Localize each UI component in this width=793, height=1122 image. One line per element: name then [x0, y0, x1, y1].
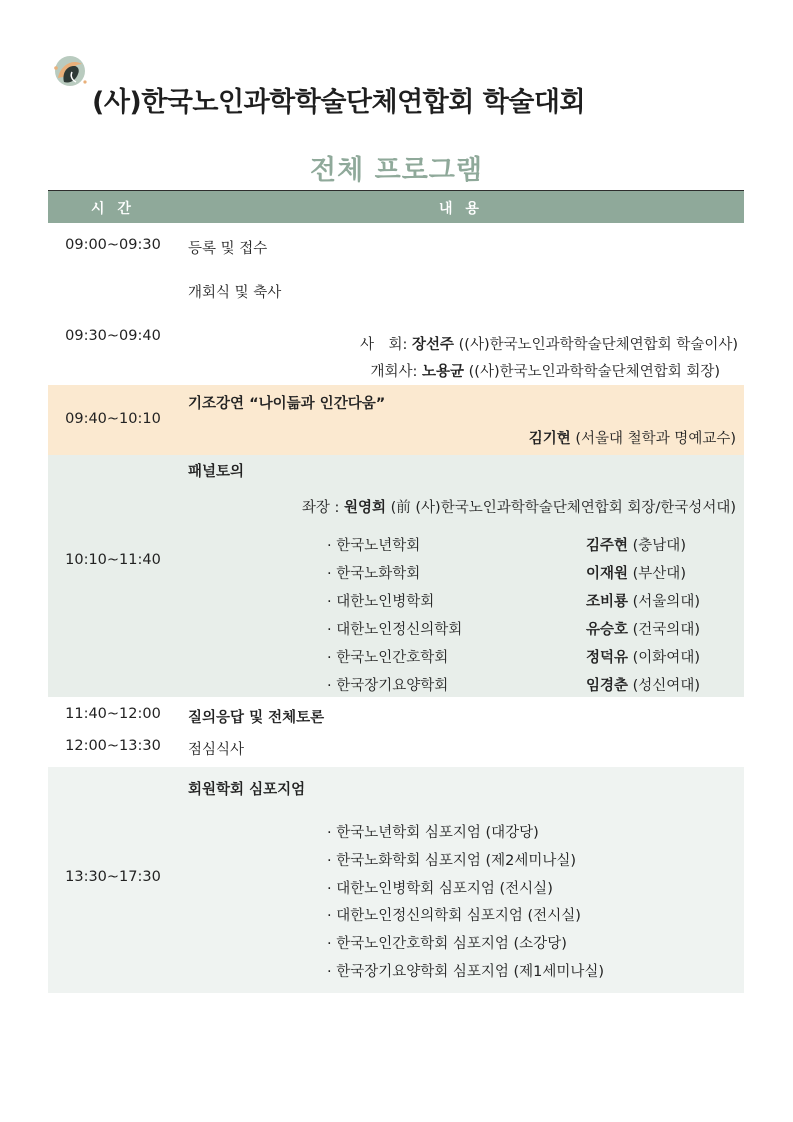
time-cell: 09:40~10:10	[65, 411, 161, 427]
panel-member	[586, 646, 700, 667]
table-row-registration	[48, 223, 744, 263]
member-name: 정덕유	[586, 650, 629, 666]
mc-affiliation: ((사)한국노인과학학술단체연합회 학술이사)	[458, 337, 738, 353]
table-row-symposium	[48, 767, 744, 993]
table-row-lunch	[48, 731, 744, 767]
member-affiliation: (건국의대)	[632, 622, 700, 638]
time-cell: 13:30~17:30	[65, 869, 161, 885]
session-title: 등록 및 접수	[188, 241, 268, 257]
panel-member	[586, 562, 686, 583]
symposium-item: · 한국노인간호학회 심포지엄 (소강당)	[327, 936, 567, 952]
panel-member-society: · 대한노인병학회	[327, 594, 435, 610]
symposium-item: · 한국장기요양학회 심포지엄 (제1세미나실)	[327, 964, 605, 980]
panel-member-society: · 한국노화학회	[327, 566, 421, 582]
session-title: 기조강연 “나이듦과 인간다움”	[188, 396, 386, 412]
table-row-opening	[48, 263, 744, 381]
time-cell: 09:30~09:40	[65, 328, 161, 344]
panel-member	[586, 618, 700, 639]
keynote-affiliation: (서울대 철학과 명예교수)	[575, 431, 736, 447]
time-cell: 10:10~11:40	[65, 552, 161, 568]
session-title: 질의응답 및 전체토론	[188, 710, 325, 726]
panel-member-society: · 한국노인간호학회	[327, 650, 449, 666]
table-row-keynote	[48, 385, 744, 455]
mc-role: 사 회:	[359, 337, 408, 353]
society-logo-icon	[50, 52, 88, 90]
symposium-item: · 대한노인정신의학회 심포지엄 (전시실)	[327, 908, 581, 924]
time-cell: 11:40~12:00	[65, 706, 161, 722]
keynote-speaker: 김기현	[528, 431, 571, 447]
chair-role: 좌장 :	[301, 500, 340, 516]
program-subtitle: 전체 프로그램	[310, 155, 483, 186]
panel-chair-line	[302, 496, 736, 517]
member-affiliation: (서울의대)	[632, 594, 700, 610]
opening-affiliation: ((사)한국노인과학학술단체연합회 회장)	[468, 364, 720, 380]
column-header-content: 내 용	[439, 201, 483, 217]
program-table	[48, 190, 744, 993]
panel-member-society: · 한국장기요양학회	[327, 678, 449, 694]
member-name: 임경춘	[586, 678, 629, 694]
panel-member-society: · 한국노년학회	[327, 538, 421, 554]
symposium-item: · 한국노년학회 심포지엄 (대강당)	[327, 825, 539, 841]
session-title: 점심식사	[188, 742, 245, 758]
session-title: 패널토의	[188, 464, 245, 480]
member-affiliation: (부산대)	[632, 566, 686, 582]
time-cell: 09:00~09:30	[65, 237, 161, 253]
panel-member	[586, 590, 700, 611]
panel-member	[586, 534, 686, 555]
member-name: 김주현	[586, 538, 629, 554]
table-row-panel	[48, 455, 744, 697]
member-name: 이재원	[586, 566, 629, 582]
table-header	[48, 190, 744, 223]
opening-role: 개회사:	[370, 364, 418, 380]
member-name: 조비룡	[586, 594, 629, 610]
symposium-item: · 대한노인병학회 심포지엄 (전시실)	[327, 881, 553, 897]
mc-line	[360, 333, 738, 354]
opening-speech-line	[370, 360, 720, 381]
member-affiliation: (이화여대)	[632, 650, 700, 666]
panel-member-society: · 대한노인정신의학회	[327, 622, 463, 638]
symposium-item: · 한국노화학회 심포지엄 (제2세미나실)	[327, 853, 577, 869]
member-name: 유승호	[586, 622, 629, 638]
session-title: 회원학회 심포지엄	[188, 782, 306, 798]
table-row-qa	[48, 697, 744, 731]
member-affiliation: (충남대)	[632, 538, 686, 554]
opening-name: 노용균	[422, 364, 465, 380]
time-cell: 12:00~13:30	[65, 738, 161, 754]
keynote-speaker-line	[529, 427, 736, 448]
chair-affiliation: (前 (사)한국노인과학학술단체연합회 회장/한국성서대)	[390, 500, 736, 516]
session-title: 개회식 및 축사	[188, 285, 282, 301]
page-title: (사)한국노인과학학술단체연합회 학술대회	[92, 87, 586, 118]
panel-member	[586, 674, 700, 695]
column-header-time: 시 간	[91, 201, 135, 217]
mc-name: 장선주	[411, 337, 455, 353]
member-affiliation: (성신여대)	[632, 678, 700, 694]
chair-name: 원영희	[343, 500, 386, 516]
